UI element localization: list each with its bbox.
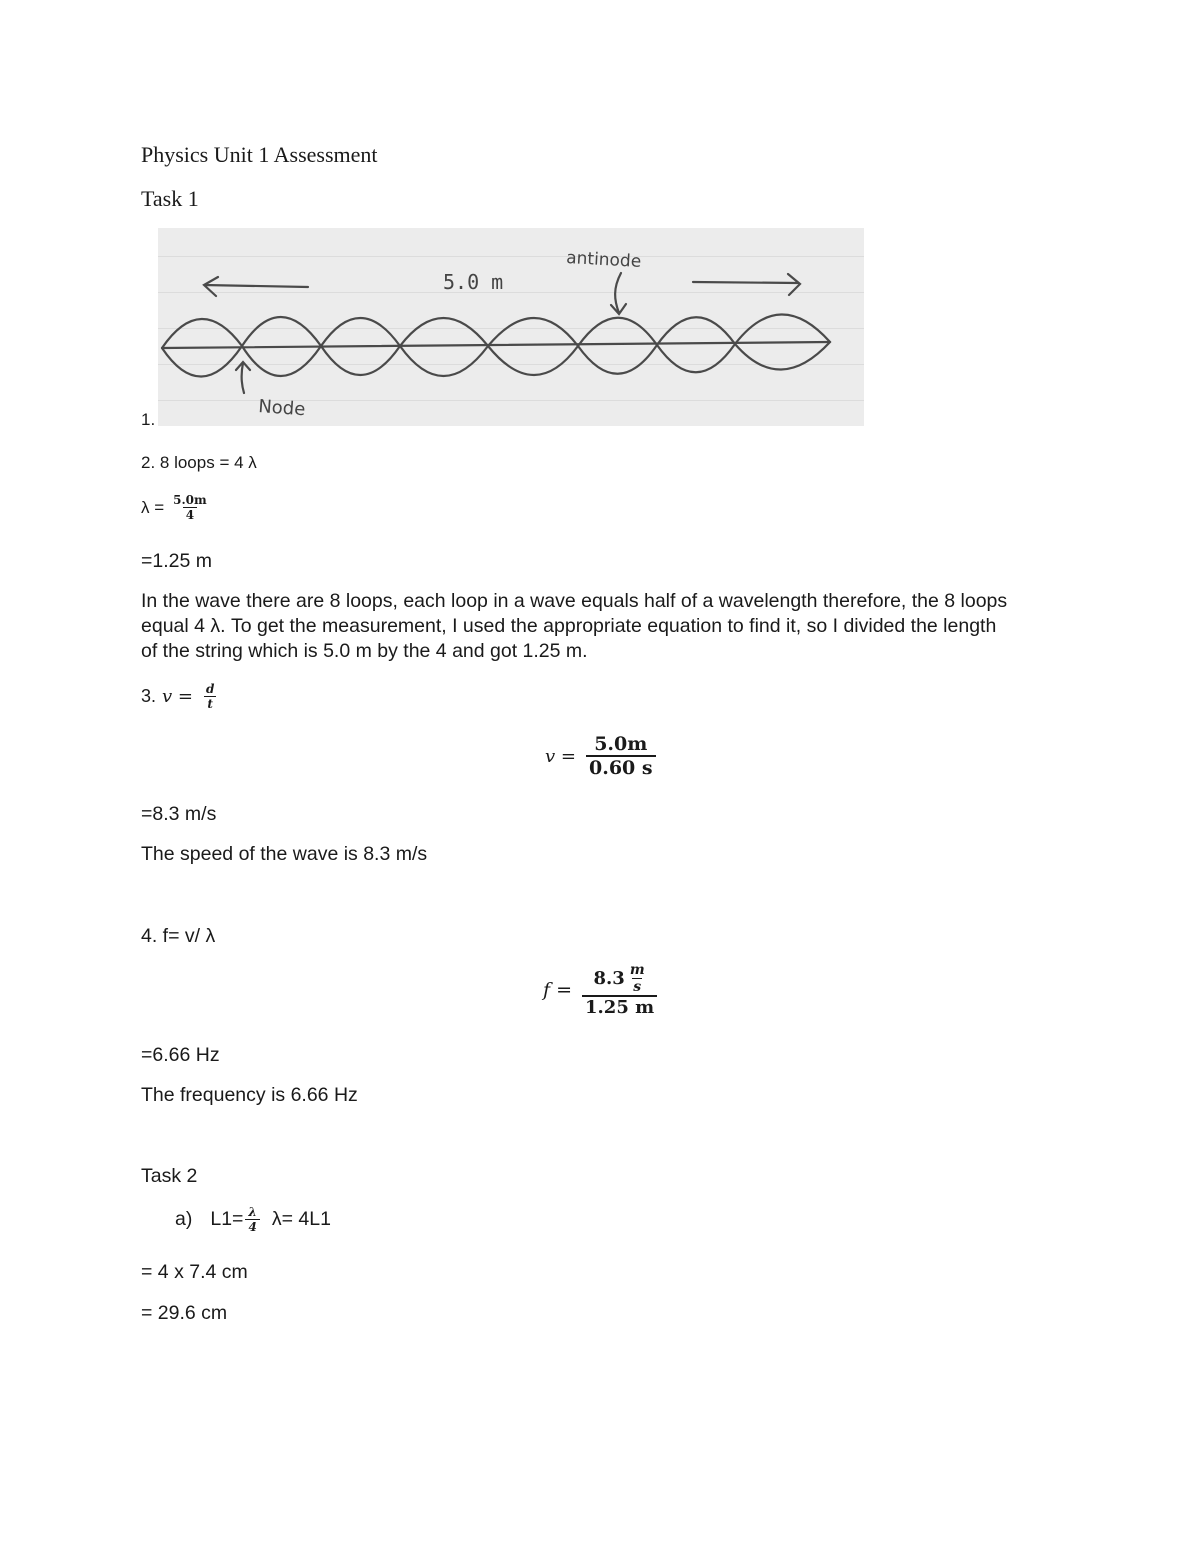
task2-a-lhs: L1= bbox=[210, 1208, 244, 1230]
q2-fraction bbox=[170, 493, 210, 522]
q3-centered-num: 5.0m bbox=[594, 733, 648, 755]
standing-wave-drawing bbox=[158, 228, 864, 426]
right-arrow-icon bbox=[693, 274, 800, 295]
page-title: Physics Unit 1 Assessment bbox=[141, 142, 378, 167]
task2-a-label: a) bbox=[175, 1208, 193, 1230]
task2-a-rhs: λ= 4L1 bbox=[271, 1208, 331, 1230]
q3-centered-var: v = bbox=[545, 745, 576, 767]
q3-prefix: 3. bbox=[141, 686, 157, 706]
q2-explanation-line-3: of the string which is 5.0 m by the 4 and got 1.25 m. bbox=[141, 640, 588, 662]
q2-frac-den: 4 bbox=[183, 507, 197, 522]
figure-antinode-label: antinode bbox=[565, 248, 642, 272]
task2-a-equation bbox=[175, 1205, 331, 1234]
q3-var: v = bbox=[162, 686, 193, 707]
q4-num-unit-fraction bbox=[629, 962, 646, 995]
q4-centered-var: f = bbox=[543, 979, 572, 1001]
q2-explanation-line-1: In the wave there are 8 loops, each loop in a wave equals half of a wavelength therefore, the 8 loops bbox=[141, 590, 1008, 612]
q4-num-value: 8.3 bbox=[593, 968, 625, 989]
node-pointer-icon bbox=[236, 362, 250, 393]
task2-heading: Task 2 bbox=[141, 1165, 198, 1187]
wave-axis bbox=[162, 342, 830, 348]
q4-centered-equation bbox=[543, 962, 657, 1018]
task2-a-fraction bbox=[245, 1205, 259, 1234]
q4-line: 4. f= v/ λ bbox=[141, 925, 216, 947]
q3-centered-den: 0.60 s bbox=[586, 755, 656, 779]
q3-frac-den: t bbox=[204, 696, 216, 711]
q2-result: =1.25 m bbox=[141, 550, 213, 572]
task2-a-frac-num: λ bbox=[248, 1205, 257, 1219]
task2-a-step2: = 29.6 cm bbox=[141, 1302, 228, 1324]
q4-numerator bbox=[591, 962, 649, 995]
q1-number: 1. bbox=[141, 410, 156, 429]
q4-denominator: 1.25 m bbox=[582, 995, 657, 1018]
figure-length-label: 5.0 m bbox=[443, 270, 504, 294]
q4-result: =6.66 Hz bbox=[141, 1044, 220, 1066]
q3-centered-equation bbox=[545, 733, 656, 779]
task2-a-step1: = 4 x 7.4 cm bbox=[141, 1261, 248, 1283]
q3-fraction bbox=[203, 682, 217, 711]
q2-line: 2. 8 loops = 4 λ bbox=[141, 453, 257, 472]
task2-a-frac-den: 4 bbox=[245, 1219, 259, 1234]
left-arrow-icon bbox=[204, 277, 308, 296]
antinode-pointer-icon bbox=[611, 273, 626, 314]
task1-heading: Task 1 bbox=[141, 186, 199, 211]
q2-explanation-line-2: equal 4 λ. To get the measurement, I used the appropriate equation to find it, so I divided the length bbox=[141, 615, 997, 637]
q4-num-unit-bottom: s bbox=[633, 979, 642, 995]
q3-frac-num: d bbox=[206, 682, 215, 696]
q4-centered-fraction bbox=[582, 962, 657, 1018]
q2-frac-num: 5.0m bbox=[173, 493, 207, 507]
q2-lambda-equation bbox=[141, 493, 210, 522]
q2-lambda-prefix: λ = bbox=[141, 497, 165, 517]
q3-equation bbox=[141, 682, 217, 711]
q4-conclusion: The frequency is 6.66 Hz bbox=[141, 1084, 358, 1106]
q4-num-unit-top: m bbox=[629, 962, 645, 978]
q3-conclusion: The speed of the wave is 8.3 m/s bbox=[141, 843, 428, 865]
q3-result: =8.3 m/s bbox=[141, 803, 217, 825]
q3-centered-fraction bbox=[586, 733, 656, 779]
figure-node-label: Node bbox=[257, 396, 306, 421]
